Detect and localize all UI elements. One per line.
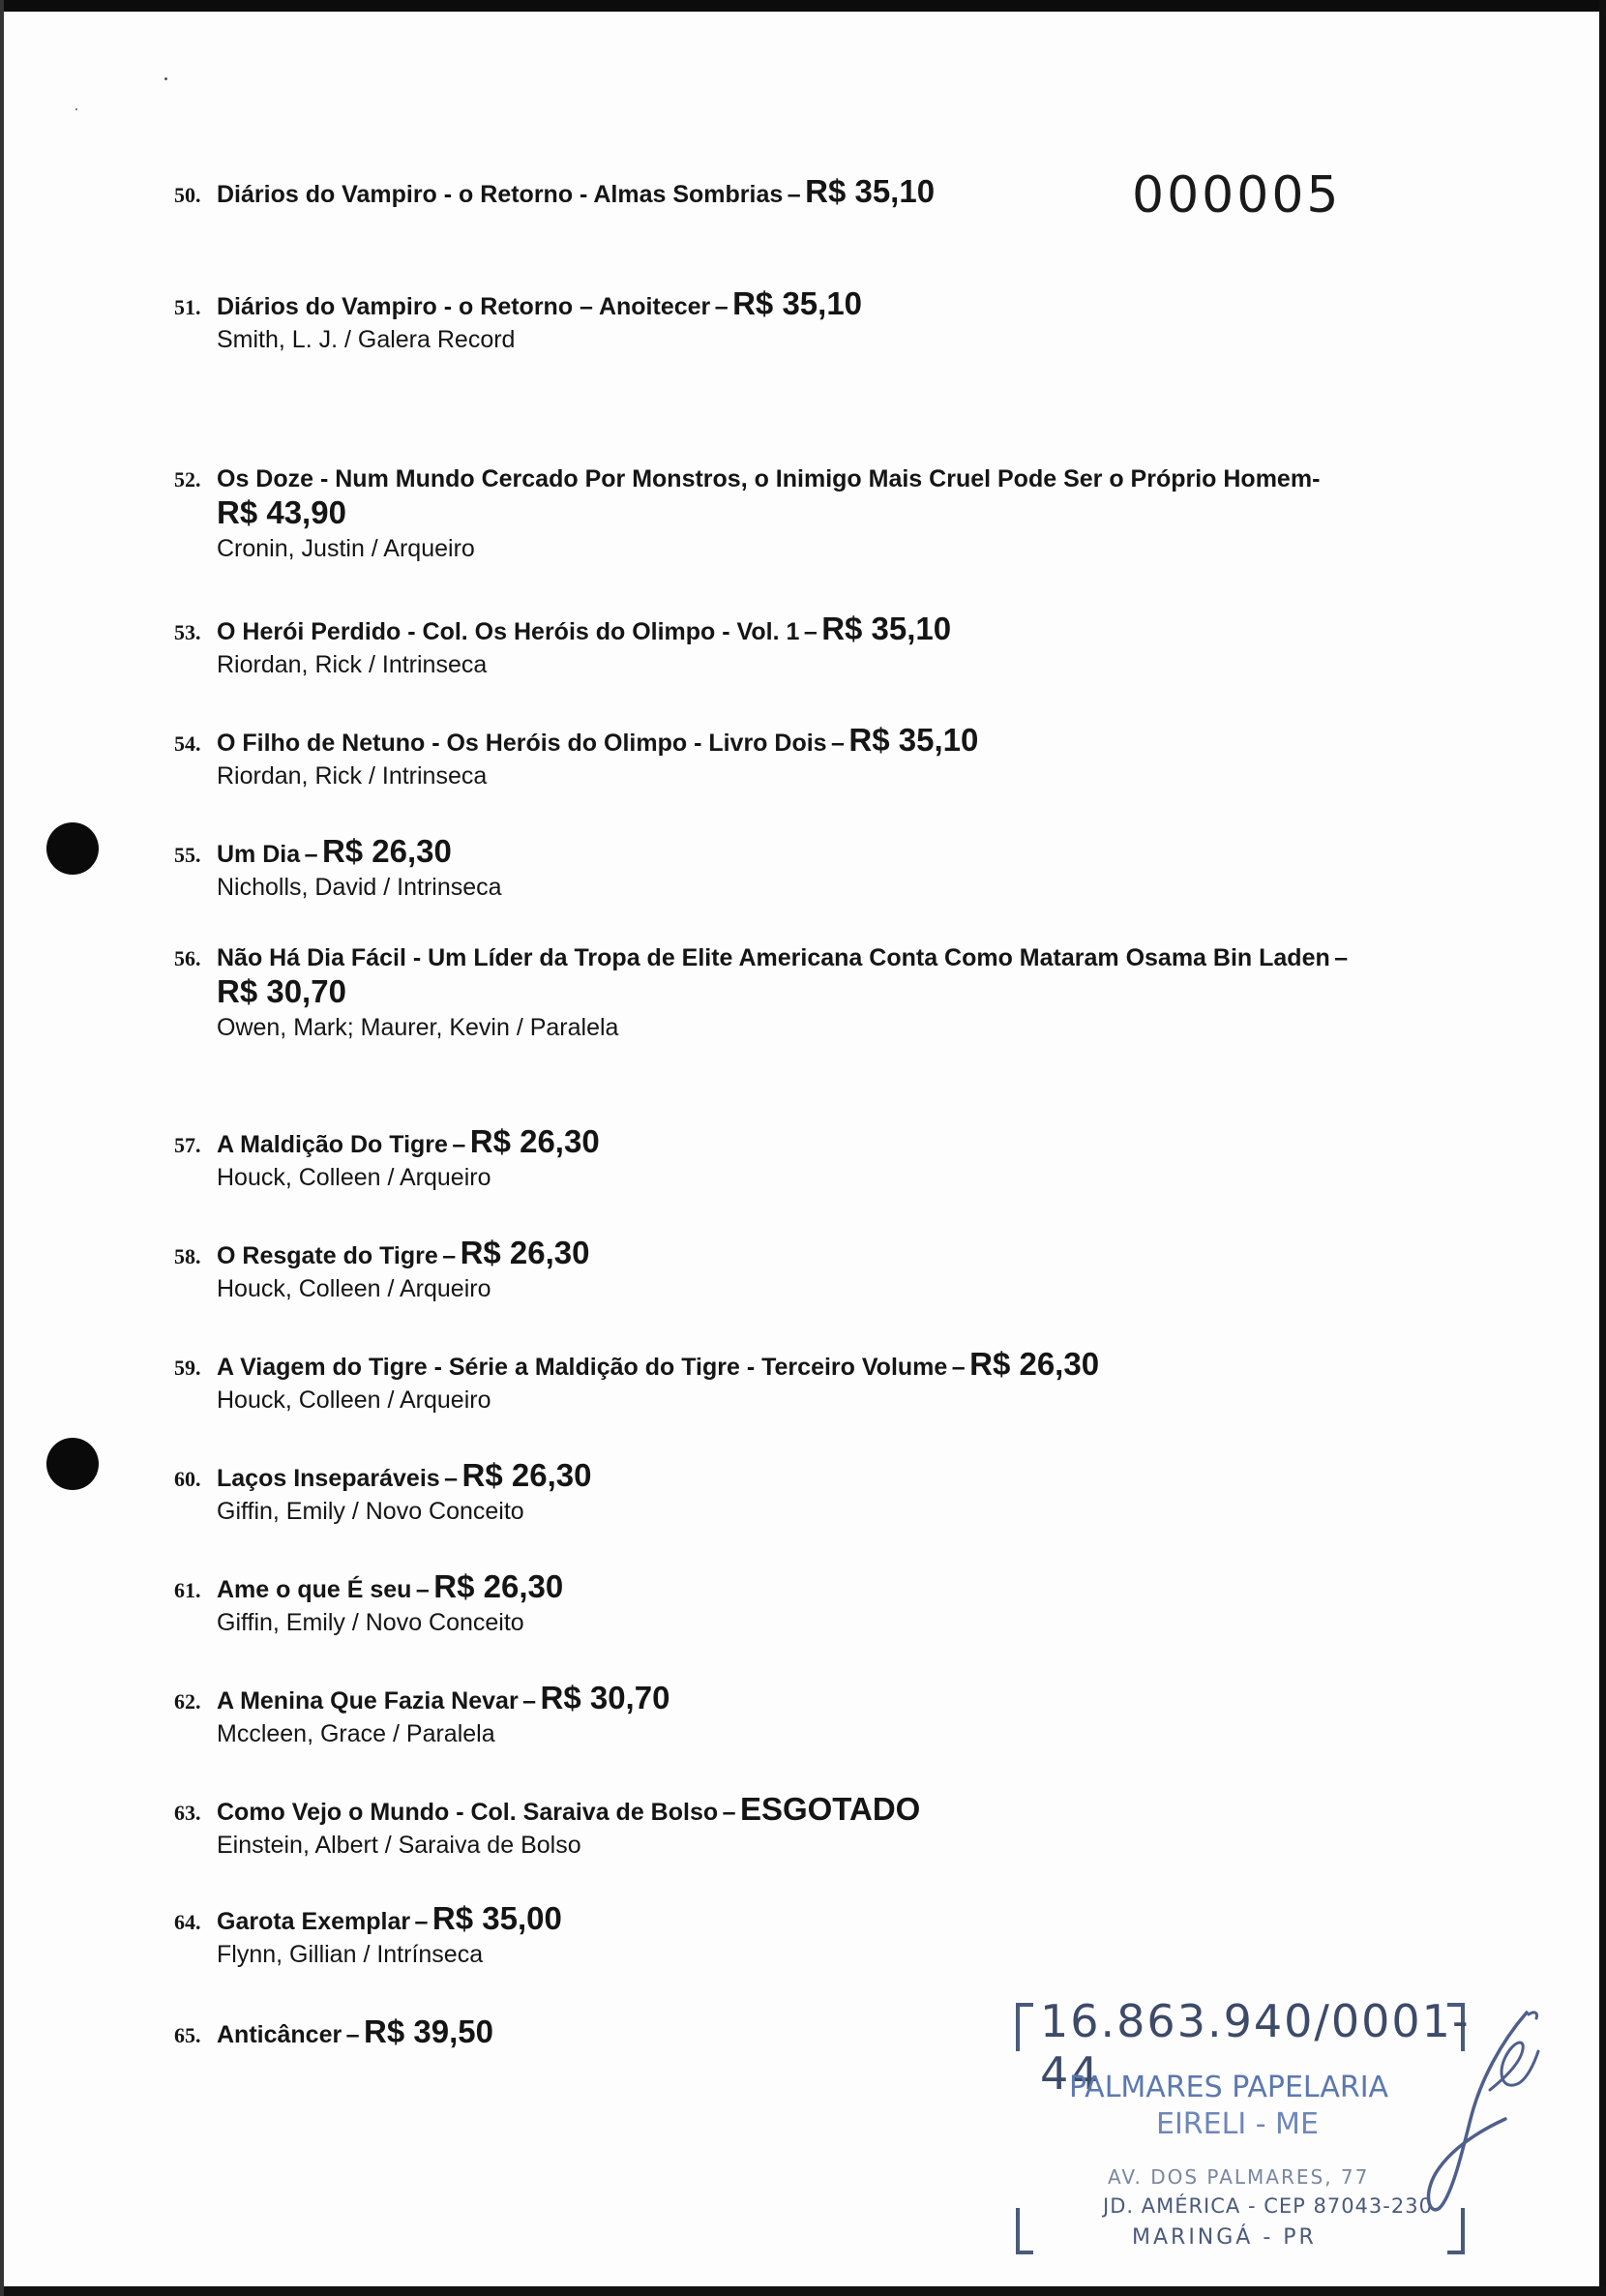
item-number: 56. (174, 946, 201, 970)
book-price: R$ 39,50 (364, 2013, 493, 2049)
company-stamp (1016, 1995, 1471, 2276)
separator: - (1312, 465, 1321, 492)
scan-border-bottom (0, 2286, 1606, 2296)
book-author-publisher: Flynn, Gillian / Intrínseca (217, 1940, 484, 1968)
item-number: 54. (174, 731, 201, 756)
separator: – (415, 1576, 430, 1603)
scan-speck (164, 77, 167, 80)
book-author-publisher: Smith, L. J. / Galera Record (217, 325, 516, 353)
book-author-publisher: Houck, Colleen / Arqueiro (217, 1274, 491, 1302)
book-author-publisher: Riordan, Rick / Intrinseca (217, 650, 488, 678)
scan-border-right (1599, 0, 1606, 2296)
book-price: R$ 35,10 (848, 722, 979, 758)
punch-hole-icon (46, 1438, 99, 1490)
separator: – (414, 1908, 429, 1935)
separator: – (442, 1242, 457, 1269)
book-title: Anticâncer (217, 2021, 342, 2048)
book-author-publisher: Mccleen, Grace / Paralela (217, 1719, 495, 1747)
signature-icon (1413, 2003, 1548, 2216)
book-price: R$ 35,00 (431, 1900, 562, 1936)
list-item (174, 1679, 669, 1751)
book-title: O Resgate do Tigre (217, 1242, 438, 1269)
item-number: 53. (174, 620, 201, 644)
list-item (174, 721, 978, 793)
item-number: 50. (174, 183, 201, 207)
book-price: R$ 35,10 (821, 611, 952, 646)
scan-speck (75, 108, 77, 110)
punch-hole-icon (46, 822, 99, 875)
book-title: Como Vejo o Mundo - Col. Saraiva de Bolso (217, 1799, 719, 1826)
book-author-publisher: Houck, Colleen / Arqueiro (217, 1163, 491, 1191)
list-item (174, 1790, 920, 1863)
separator: – (444, 1465, 459, 1492)
stamp-address: AV. DOS PALMARES, 77 (1108, 2165, 1370, 2189)
item-number: 52. (174, 467, 201, 492)
availability-status: ESGOTADO (739, 1791, 921, 1827)
book-title: O Filho de Netuno - Os Heróis do Olimpo - Livro Dois (217, 730, 827, 757)
book-title: Os Doze - Num Mundo Cercado Por Monstros, o Inimigo Mais Cruel Pode Ser o Próprio Homem (217, 465, 1313, 492)
item-number: 51. (174, 295, 201, 319)
scan-border-top (0, 0, 1606, 12)
book-price: R$ 30,70 (217, 973, 346, 1009)
item-number: 57. (174, 1133, 201, 1157)
stamp-corner (1016, 2003, 1033, 2051)
book-title: A Maldição Do Tigre (217, 1131, 448, 1158)
item-number: 55. (174, 843, 201, 867)
list-item (174, 610, 951, 682)
list-item (174, 464, 1320, 566)
book-title: Diários do Vampiro - o Retorno – Anoitecer (217, 293, 711, 320)
list-item (174, 1899, 562, 1972)
book-title: Ame o que É seu (217, 1576, 412, 1603)
list-item (174, 1567, 563, 1640)
stamp-company-name: PALMARES PAPELARIA (1069, 2071, 1389, 2104)
separator: – (304, 841, 318, 868)
book-author-publisher: Nicholls, David / Intrinseca (217, 873, 502, 901)
item-number: 61. (174, 1578, 201, 1602)
stamp-city: MARINGÁ - PR (1132, 2225, 1317, 2250)
list-item (174, 1345, 1099, 1417)
separator: – (1334, 944, 1349, 971)
list-item (174, 943, 1348, 1045)
book-price: R$ 30,70 (540, 1680, 670, 1715)
book-author-publisher: Cronin, Justin / Arqueiro (217, 534, 475, 562)
item-number: 65. (174, 2023, 201, 2047)
list-item (174, 2013, 493, 2051)
document-number: 000005 (1132, 166, 1342, 224)
item-number: 60. (174, 1467, 201, 1491)
list-item (174, 1234, 590, 1306)
book-author-publisher: Einstein, Albert / Saraiva de Bolso (217, 1831, 581, 1859)
stamp-cnpj: 16.863.940/0001-44 (1040, 1995, 1471, 2100)
list-item (174, 1122, 600, 1195)
book-price: R$ 26,30 (321, 833, 452, 869)
item-number: 64. (174, 1910, 201, 1934)
list-item (174, 172, 935, 211)
book-price: R$ 26,30 (433, 1568, 564, 1604)
book-price: R$ 35,10 (732, 285, 863, 321)
book-title: Garota Exemplar (217, 1908, 411, 1935)
list-item (174, 1456, 591, 1529)
book-title: Laços Inseparáveis (217, 1465, 440, 1492)
book-title: A Menina Que Fazia Nevar (217, 1687, 519, 1715)
book-author-publisher: Houck, Colleen / Arqueiro (217, 1386, 491, 1414)
book-price: R$ 35,10 (805, 173, 936, 209)
list-item (174, 832, 502, 905)
book-title: A Viagem do Tigre - Série a Maldição do Tigre - Terceiro Volume (217, 1354, 948, 1381)
book-title: Um Dia (217, 841, 301, 868)
separator: – (452, 1131, 466, 1158)
book-price: R$ 26,30 (969, 1346, 1100, 1382)
separator: – (522, 1687, 537, 1715)
item-number: 62. (174, 1689, 201, 1714)
separator: – (831, 730, 845, 757)
book-title: O Herói Perdido - Col. Os Heróis do Olimpo - Vol. 1 (217, 618, 800, 645)
separator: – (787, 181, 801, 208)
item-number: 63. (174, 1801, 201, 1825)
book-price: R$ 43,90 (217, 494, 346, 530)
stamp-district: JD. AMÉRICA - CEP 87043-230 (1103, 2194, 1433, 2218)
separator: – (803, 618, 818, 645)
item-number: 59. (174, 1356, 201, 1380)
book-price: R$ 26,30 (469, 1123, 600, 1159)
book-price: R$ 26,30 (460, 1235, 590, 1270)
book-author-publisher: Riordan, Rick / Intrinseca (217, 761, 488, 790)
book-price: R$ 26,30 (461, 1457, 592, 1493)
item-number: 58. (174, 1244, 201, 1268)
book-author-publisher: Owen, Mark; Maurer, Kevin / Paralela (217, 1013, 619, 1041)
stamp-company-type: EIRELI - ME (1156, 2107, 1319, 2141)
book-title: Diários do Vampiro - o Retorno - Almas Sombrias (217, 181, 784, 208)
stamp-corner (1016, 2208, 1033, 2254)
scan-border-left (0, 0, 4, 2296)
book-author-publisher: Giffin, Emily / Novo Conceito (217, 1608, 524, 1636)
book-title: Não Há Dia Fácil - Um Líder da Tropa de Elite Americana Conta Como Mataram Osama Bin Laden (217, 944, 1330, 971)
separator: – (714, 293, 729, 320)
list-item (174, 284, 862, 357)
separator: – (951, 1354, 966, 1381)
separator: – (722, 1799, 736, 1826)
separator: – (345, 2021, 360, 2048)
book-author-publisher: Giffin, Emily / Novo Conceito (217, 1497, 524, 1525)
